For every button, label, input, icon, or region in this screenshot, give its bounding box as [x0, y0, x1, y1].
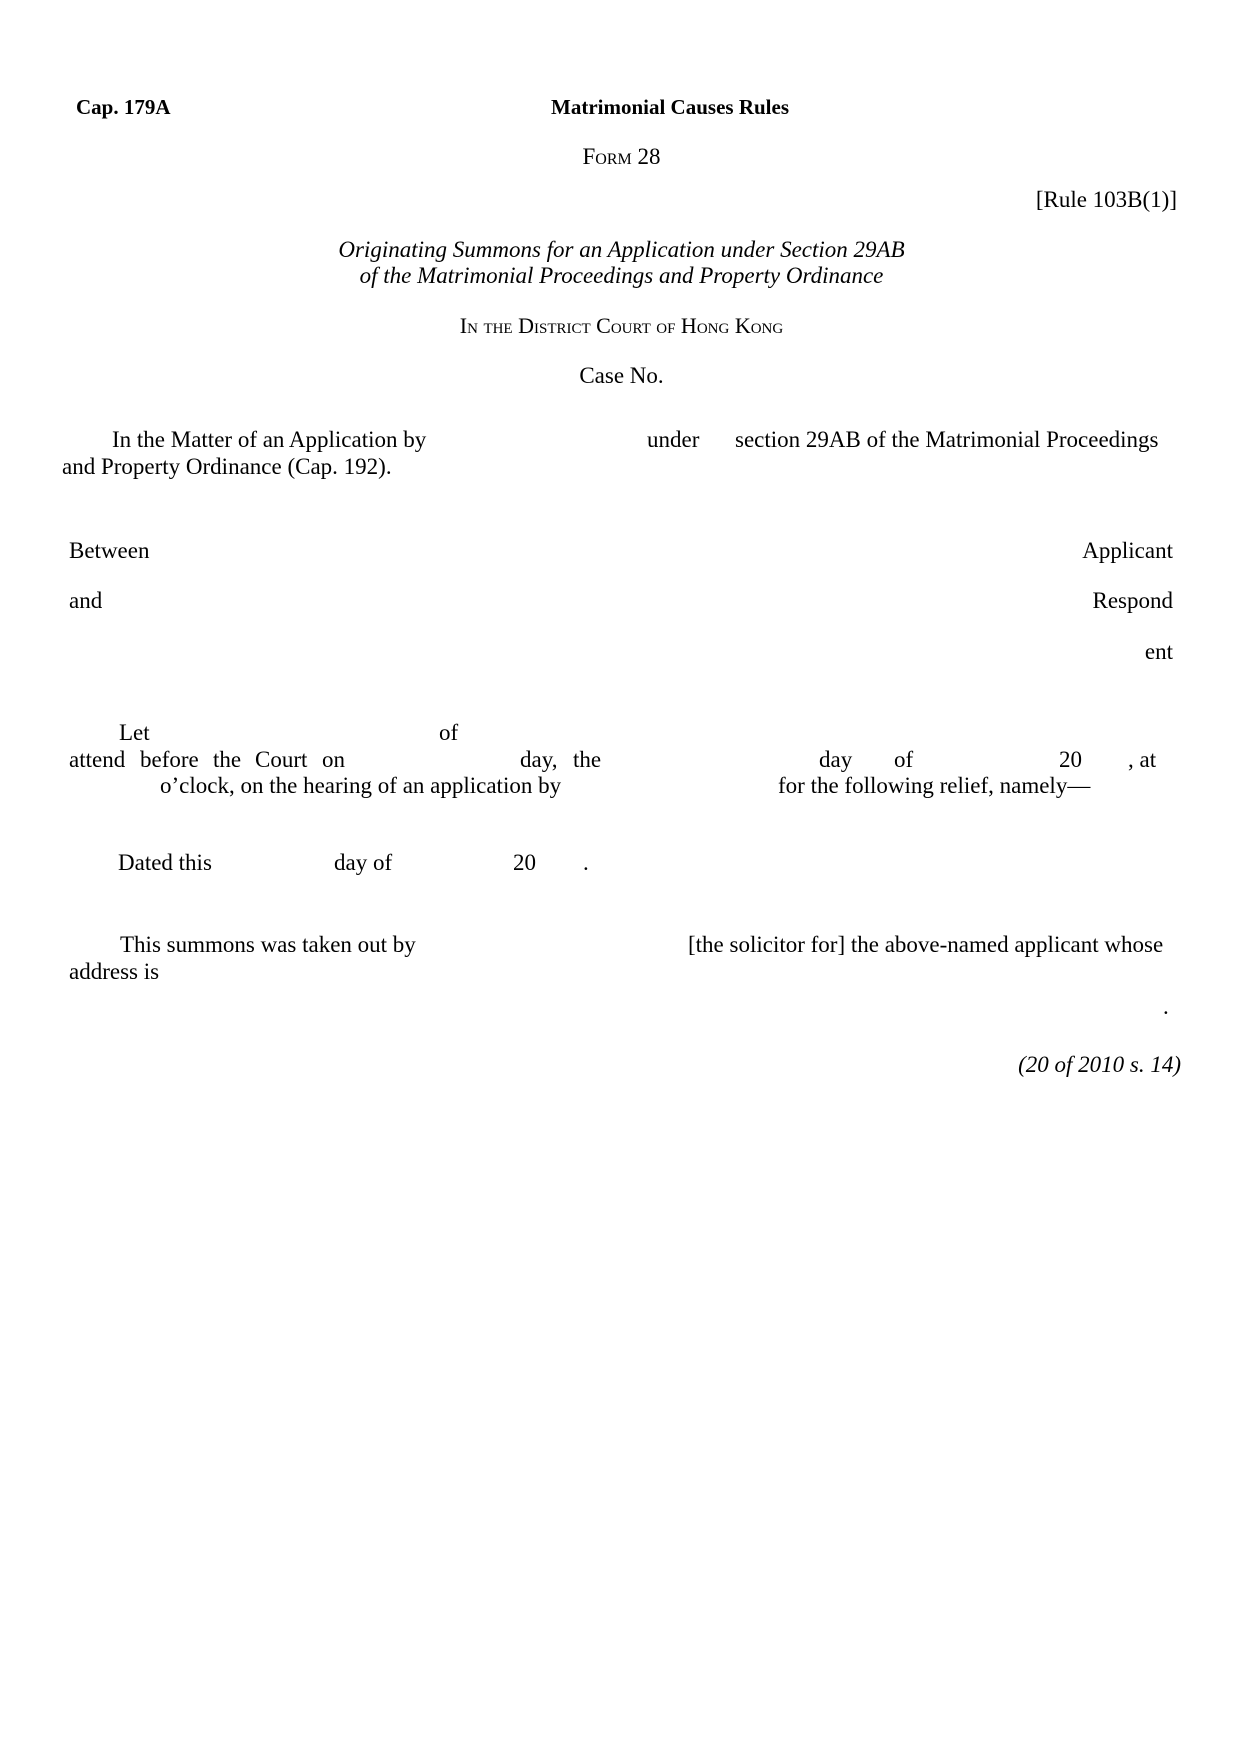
- summons-the-2: the: [573, 747, 602, 772]
- matter-part-1: In the Matter of an Application by: [112, 427, 427, 452]
- matter-part-2: under: [647, 427, 700, 452]
- taken-out-part-1: This summons was taken out by: [120, 932, 416, 957]
- summons-year: 20: [1059, 747, 1082, 772]
- summons-comma-at: , at: [1128, 747, 1157, 772]
- court-name: In the District Court of Hong Kong: [459, 313, 784, 338]
- summons-of-2: of: [894, 747, 914, 772]
- summons-court: Court: [255, 747, 308, 772]
- taken-out-line-2: address is: [69, 959, 160, 984]
- summons-the: the: [213, 747, 242, 772]
- summons-before: before: [140, 747, 199, 772]
- dated-period: .: [583, 850, 589, 875]
- respondent-label-part-2: ent: [1144, 639, 1173, 664]
- summons-line-3-right: for the following relief, namely—: [778, 773, 1091, 798]
- running-title: Matrimonial Causes Rules: [551, 95, 789, 119]
- taken-out-part-2: [the solicitor for] the above-named applicant whose: [688, 932, 1164, 957]
- case-number-label: Case No.: [579, 363, 664, 388]
- summons-of: of: [439, 720, 459, 745]
- between-label: Between: [69, 538, 150, 563]
- chapter-number: Cap. 179A: [76, 95, 171, 119]
- dated-day-of: day of: [334, 850, 393, 875]
- summons-on: on: [322, 747, 345, 772]
- and-label: and: [69, 588, 103, 613]
- matter-part-3: section 29AB of the Matrimonial Proceedings: [735, 427, 1159, 452]
- amendment-citation: (20 of 2010 s. 14): [1018, 1052, 1181, 1077]
- applicant-label: Applicant: [1082, 538, 1173, 563]
- respondent-label-part-1: Respond: [1092, 588, 1173, 613]
- form-title-line-2: of the Matrimonial Proceedings and Property Ordinance: [359, 263, 884, 288]
- summons-line-3-left: o’clock, on the hearing of an application by: [160, 773, 562, 798]
- form-title-line-1: Originating Summons for an Application under Section 29AB: [338, 237, 905, 262]
- rule-reference: [Rule 103B(1)]: [1035, 187, 1177, 212]
- matter-line-2: and Property Ordinance (Cap. 192).: [62, 454, 392, 479]
- dated-year: 20: [513, 850, 536, 875]
- summons-let: Let: [119, 720, 150, 745]
- address-period: .: [1163, 994, 1169, 1019]
- dated-this: Dated this: [118, 850, 212, 875]
- summons-day-comma: day,: [520, 747, 558, 772]
- summons-attend: attend: [69, 747, 126, 772]
- summons-day: day: [819, 747, 853, 772]
- form-number: Form 28: [582, 144, 661, 169]
